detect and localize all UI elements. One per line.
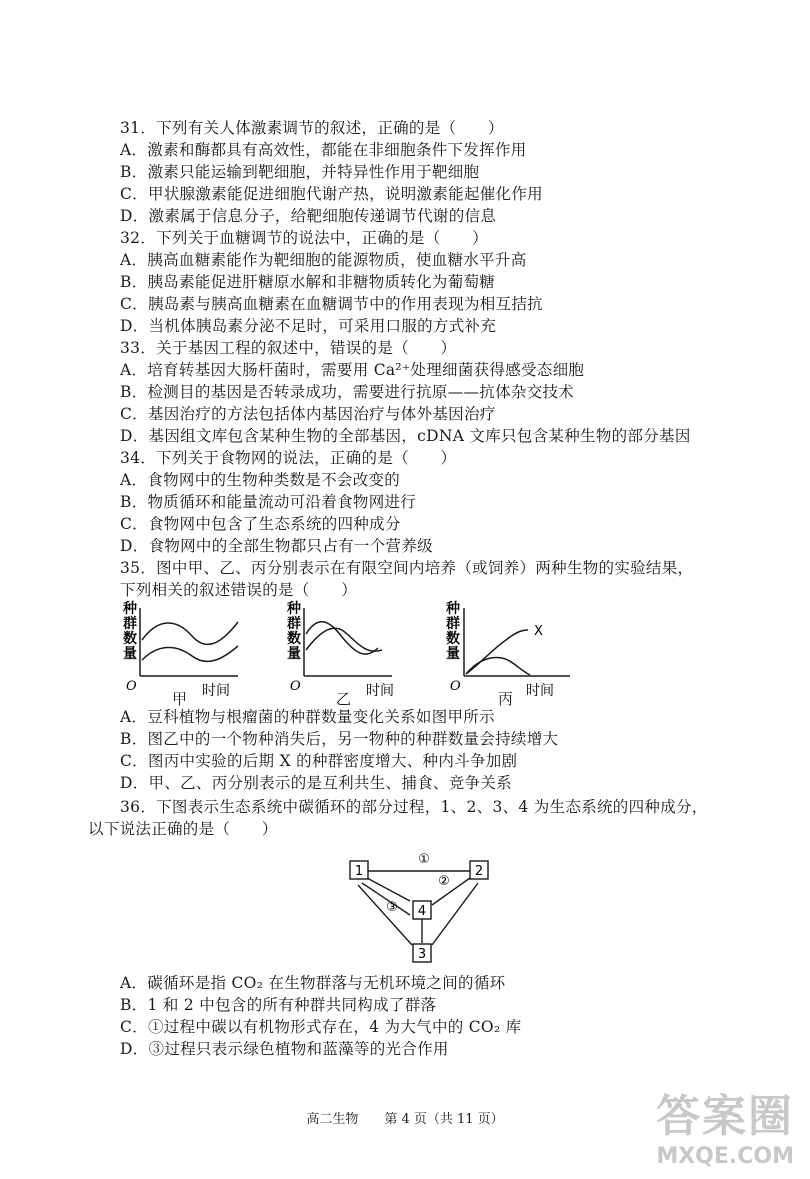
q32-option-b: B．胰岛素能促进肝糖原水解和非糖物质转化为葡萄糖	[120, 273, 496, 291]
q31-stem: 31．下列有关人体激素调节的叙述，正确的是（ ）	[120, 119, 504, 137]
y-label-char: 种	[446, 601, 460, 617]
arrow-2-to-3	[432, 883, 478, 945]
q31-option-c: C．甲状腺激素能促进细胞代谢产热，说明激素能起催化作用	[120, 185, 543, 203]
watermark-line2: MXQE.COM	[656, 1144, 794, 1169]
q33-option-a: A．培育转基因大肠杆菌时，需要用 Ca²⁺处理细菌获得感受态细胞	[120, 361, 585, 379]
q36-stem-line1: 36．下图表示生态系统中碳循环的部分过程，1、2、3、4 为生态系统的四种成分，	[120, 798, 708, 816]
page-footer: 高二生物 第 4 页（共 11 页）	[306, 1112, 504, 1127]
process-1-label: ①	[418, 852, 430, 867]
y-label-char: 数	[123, 631, 137, 647]
origin-label: O	[450, 679, 461, 694]
q35-stem-line2: 下列相关的叙述错误的是（ ）	[120, 581, 358, 599]
q32-option-c: C．胰岛素与胰高血糖素在血糖调节中的作用表现为相互拮抗	[120, 295, 543, 313]
q36-stem-line2: 以下说法正确的是（ ）	[88, 820, 278, 838]
process-3-label: ③	[386, 900, 398, 915]
y-label-char: 群	[123, 616, 137, 632]
q35-option-b: B．图乙中的一个物种消失后，另一物种的种群数量会持续增大	[120, 730, 559, 748]
q36-option-b: B．1 和 2 中包含的所有种群共同构成了群落	[120, 996, 437, 1014]
graph-name-bing: 丙	[498, 690, 514, 708]
q35-option-a: A．豆科植物与根瘤菌的种群数量变化关系如图甲所示	[120, 708, 495, 726]
curve-species-a	[142, 622, 238, 644]
q34-option-d: D．食物网中的全部生物都只占有一个营养级	[120, 537, 433, 555]
q34-option-c: C．食物网中包含了生态系统的四种成分	[120, 515, 401, 533]
graph-bing	[446, 600, 586, 700]
arrow-1-to-4	[367, 878, 410, 901]
q36-option-c: C．①过程中碳以有机物形式存在，4 为大气中的 CO₂ 库	[120, 1018, 522, 1036]
curve-species-b	[142, 646, 238, 661]
y-label-char: 量	[123, 646, 137, 662]
q35-stem-line1: 35．图中甲、乙、丙分别表示在有限空间内培养（或饲养）两种生物的实验结果，	[120, 559, 694, 577]
y-label-char: 群	[446, 616, 460, 632]
watermark-line1: 答案圈	[656, 1091, 794, 1142]
q31-option-b: B．激素只能运输到靶细胞，并特异性作用于靶细胞	[120, 163, 480, 181]
y-label-char: 量	[446, 646, 460, 662]
q32-stem: 32．下列关于血糖调节的说法中，正确的是（ ）	[120, 229, 488, 247]
q31-option-a: A．激素和酶都具有高效性，都能在非细胞条件下发挥作用	[120, 141, 527, 159]
node-2-label: 2	[474, 864, 484, 879]
q36-option-d: D．③过程只表示绿色植物和蓝藻等的光合作用	[120, 1040, 449, 1058]
y-label-char: 量	[287, 646, 301, 662]
q32-option-d: D．当机体胰岛素分泌不足时，可采用口服的方式补充	[120, 317, 497, 335]
node-1-label: 1	[354, 864, 364, 879]
y-label-char: 数	[446, 631, 460, 647]
q33-stem: 33．关于基因工程的叙述中，错误的是（ ）	[120, 339, 457, 357]
carbon-cycle-diagram	[340, 845, 500, 970]
q31-option-d: D．激素属于信息分子，给靶细胞传递调节代谢的信息	[120, 207, 497, 225]
arrow-1-to-3	[358, 885, 412, 945]
graph-jia	[118, 600, 258, 700]
q34-option-b: B．物质循环和能量流动可沿着食物网进行	[120, 493, 417, 511]
node-4-label: 4	[417, 904, 427, 919]
origin-label: O	[126, 679, 137, 694]
y-label-char: 种	[287, 601, 301, 617]
graph-yi	[282, 600, 422, 700]
q34-option-a: A．食物网中的生物种类数是不会改变的	[120, 471, 401, 489]
q32-option-a: A．胰高血糖素能作为靶细胞的能源物质，使血糖水平升高	[120, 251, 527, 269]
q33-option-d: D．基因组文库包含某种生物的全部基因，cDNA 文库只包含某种生物的部分基因	[120, 427, 691, 445]
node-3-label: 3	[417, 947, 427, 962]
y-label-char: 种	[123, 601, 137, 617]
curve-x-label: X	[534, 624, 543, 639]
graph-name-jia: 甲	[172, 690, 188, 708]
y-label-char: 数	[287, 631, 301, 647]
q35-option-d: D．甲、乙、丙分别表示的是互利共生、捕食、竞争关系	[120, 774, 512, 792]
graph-name-yi: 乙	[336, 690, 352, 708]
q35-option-c: C．图丙中实验的后期 X 的种群密度增大、种内斗争加剧	[120, 752, 518, 770]
q36-option-a: A．碳循环是指 CO₂ 在生物群落与无机环境之间的循环	[120, 974, 506, 992]
q34-stem: 34．下列关于食物网的说法，正确的是（ ）	[120, 449, 457, 467]
x-axis-label: 时间	[202, 683, 230, 699]
y-label-char: 群	[287, 616, 301, 632]
x-axis-label: 时间	[526, 683, 554, 699]
q33-option-c: C．基因治疗的方法包括体内基因治疗与体外基因治疗	[120, 405, 496, 423]
origin-label: O	[290, 679, 301, 694]
x-axis-label: 时间	[366, 683, 394, 699]
watermark-logo	[656, 1080, 794, 1169]
q33-option-b: B．检测目的基因是否转录成功，需要进行抗原——抗体杂交技术	[120, 383, 575, 401]
process-2-label: ②	[438, 874, 450, 889]
